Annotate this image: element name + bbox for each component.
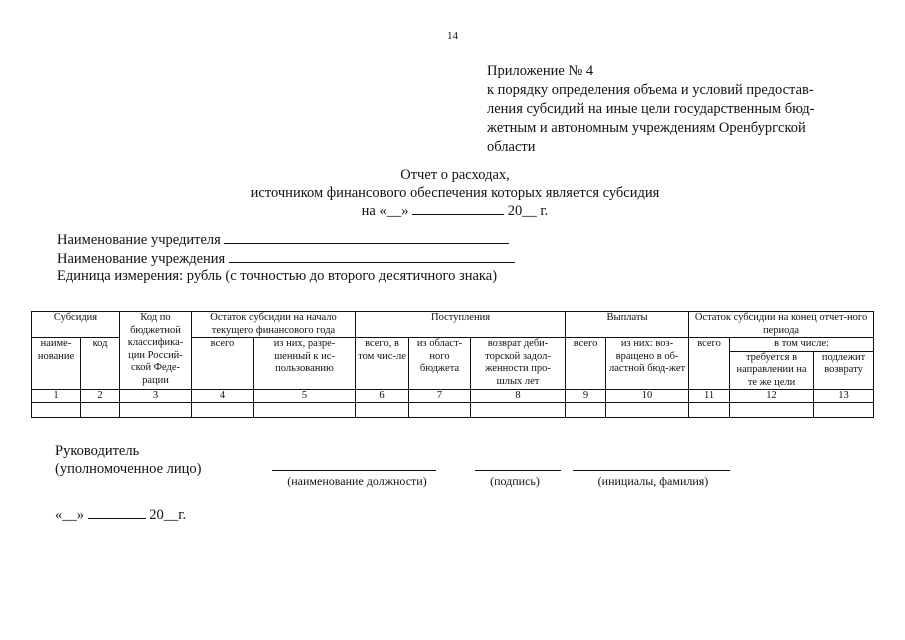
table-cell <box>356 403 409 418</box>
table-cell <box>814 403 874 418</box>
table-row <box>32 403 874 418</box>
founder-blank <box>224 231 509 244</box>
appendix-line: жетным и автономным учреждениям Оренбургской <box>487 120 806 136</box>
report-title <box>150 166 760 220</box>
institution-label: Наименование учреждения <box>57 250 226 267</box>
column-number: 7 <box>409 390 471 403</box>
header-balance-start-allowed: из них, разре-шенный к ис-пользованию <box>254 338 356 390</box>
page-number: 14 <box>447 30 458 42</box>
header-receipts: Поступления <box>356 312 566 338</box>
appendix-block <box>487 62 847 157</box>
column-number-row <box>32 390 874 403</box>
expense-report-table <box>31 311 874 418</box>
column-number: 5 <box>254 390 356 403</box>
founder-label: Наименование учредителя <box>57 232 221 248</box>
column-number: 12 <box>730 390 814 403</box>
founder-row <box>57 231 515 250</box>
table-cell <box>471 403 566 418</box>
position-line <box>272 470 436 471</box>
column-number: 3 <box>120 390 192 403</box>
table-cell <box>254 403 356 418</box>
column-number: 4 <box>192 390 254 403</box>
footer-date-prefix: «__» <box>55 507 88 523</box>
column-number: 2 <box>81 390 120 403</box>
report-title-line1: Отчет о расходах, <box>400 167 510 183</box>
footer-date-suffix: 20__г. <box>145 507 187 523</box>
header-budget-code: Код по бюджетной классифика-ции Россий-ской Феде-рации <box>120 312 192 390</box>
header-receipts-regional: из област-ного бюджета <box>409 338 471 390</box>
footer-date <box>55 506 186 524</box>
position-caption: (наименование должности) <box>287 474 427 488</box>
header-balance-end: Остаток субсидии на конец отчет-ного периода <box>689 312 874 338</box>
table-cell <box>32 403 81 418</box>
header-balance-start: Остаток субсидии на начало текущего финансового года <box>192 312 356 338</box>
column-number: 13 <box>814 390 874 403</box>
column-number: 1 <box>32 390 81 403</box>
header-payments-total: всего <box>566 338 606 390</box>
table-cell <box>730 403 814 418</box>
header-balance-end-including: в том числе: <box>730 338 874 352</box>
name-line <box>573 470 730 471</box>
column-number: 9 <box>566 390 606 403</box>
header-balance-end-required: требуется в направлении на те же цели <box>730 351 814 390</box>
institution-row <box>57 250 515 269</box>
table-cell <box>566 403 606 418</box>
report-title-line2: источником финансового обеспечения которых является субсидия <box>250 185 660 201</box>
column-number: 11 <box>689 390 730 403</box>
appendix-line: к порядку определения объема и условий предостав- <box>487 82 814 98</box>
report-date-prefix: на «__» <box>361 203 413 219</box>
header-balance-end-refund: подлежит возврату <box>814 351 874 390</box>
table-cell <box>409 403 471 418</box>
signer-block <box>55 442 202 478</box>
table-cell <box>192 403 254 418</box>
header-payments-returned: из них: воз-вращено в об-ластной бюд-жет <box>606 338 689 390</box>
header-receipts-total: всего, в том чис-ле <box>356 338 409 390</box>
appendix-line: ления субсидий на иные цели государственным бюд- <box>487 101 815 117</box>
table-cell <box>606 403 689 418</box>
column-number: 10 <box>606 390 689 403</box>
institution-blank <box>229 250 515 263</box>
appendix-line: области <box>487 139 536 155</box>
header-payments: Выплаты <box>566 312 689 338</box>
header-receipts-returned: возврат деби-торской задол-женности про-шлых лет <box>471 338 566 390</box>
unit-line: Единица измерения: рубль (с точностью до второго десятичного знака) <box>57 268 498 284</box>
header-balance-start-total: всего <box>192 338 254 390</box>
name-caption: (инициалы, фамилия) <box>597 474 709 488</box>
header-balance-end-total: всего <box>689 338 730 390</box>
report-date-suffix: 20__ г. <box>504 203 549 219</box>
head-label: Руководитель <box>55 443 140 459</box>
report-meta <box>57 231 515 286</box>
column-number: 8 <box>471 390 566 403</box>
table-cell <box>689 403 730 418</box>
table-cell <box>120 403 192 418</box>
appendix-title: Приложение № 4 <box>487 63 594 79</box>
authorized-label: (уполномоченное лицо) <box>55 461 202 477</box>
table-cell <box>81 403 120 418</box>
report-date <box>150 202 760 220</box>
signature-line <box>475 470 561 471</box>
header-kod: код <box>81 338 120 390</box>
report-date-blank <box>412 202 504 215</box>
table-header-row <box>32 312 874 338</box>
signature-caption: (подпись) <box>490 474 540 488</box>
column-number: 6 <box>356 390 409 403</box>
header-subsidy: Субсидия <box>32 312 120 338</box>
header-name: наиме-нование <box>32 338 81 390</box>
footer-date-blank <box>88 506 146 519</box>
